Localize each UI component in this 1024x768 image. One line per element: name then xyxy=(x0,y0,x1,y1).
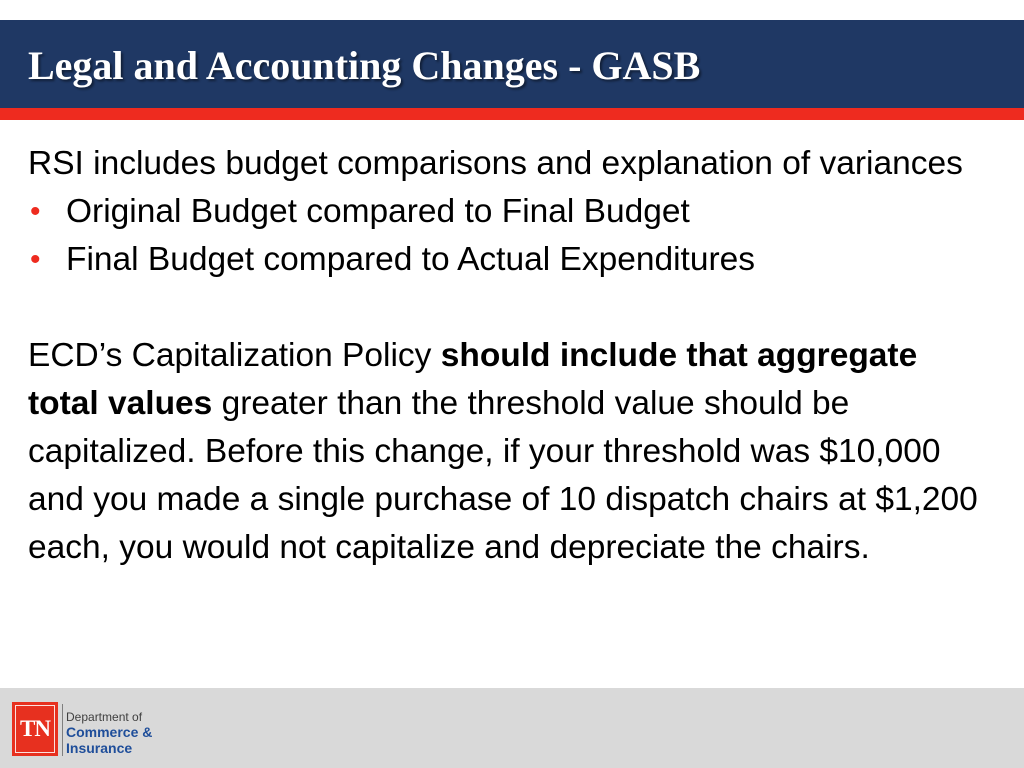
bullet-icon: • xyxy=(30,243,41,276)
footer-bar xyxy=(0,688,1024,768)
policy-rest: greater than the threshold value should be capitalized. Before this change, if your threshold was $10,000 and you made a single purchase of 10 dispatch chairs at $1,200 each, you would not capitalize and depreciate the chairs. xyxy=(28,385,978,566)
policy-lead: ECD’s Capitalization Policy xyxy=(28,337,441,374)
policy-emphasis: should include that aggregate total values xyxy=(28,337,918,422)
department-name xyxy=(66,710,152,756)
bullet-text: Final Budget compared to Actual Expenditures xyxy=(66,241,756,278)
slide-title: Legal and Accounting Changes - GASB xyxy=(28,43,701,88)
department-line-3: Insurance xyxy=(66,740,133,756)
policy-paragraph xyxy=(28,332,988,572)
logo-divider xyxy=(62,704,63,756)
bullet-item xyxy=(28,188,988,236)
slide-body xyxy=(28,140,988,572)
paragraph-spacer xyxy=(28,284,988,332)
department-line-2: Commerce & xyxy=(66,724,153,740)
accent-divider xyxy=(0,108,1024,120)
intro-text: RSI includes budget comparisons and explanation of variances xyxy=(28,145,963,182)
bullet-list xyxy=(28,188,988,284)
bullet-icon: • xyxy=(30,195,41,228)
bullet-item xyxy=(28,236,988,284)
department-line-1: Department of xyxy=(66,710,143,724)
bullet-text: Original Budget compared to Final Budget xyxy=(66,193,690,230)
tn-logo: TN xyxy=(12,702,58,756)
